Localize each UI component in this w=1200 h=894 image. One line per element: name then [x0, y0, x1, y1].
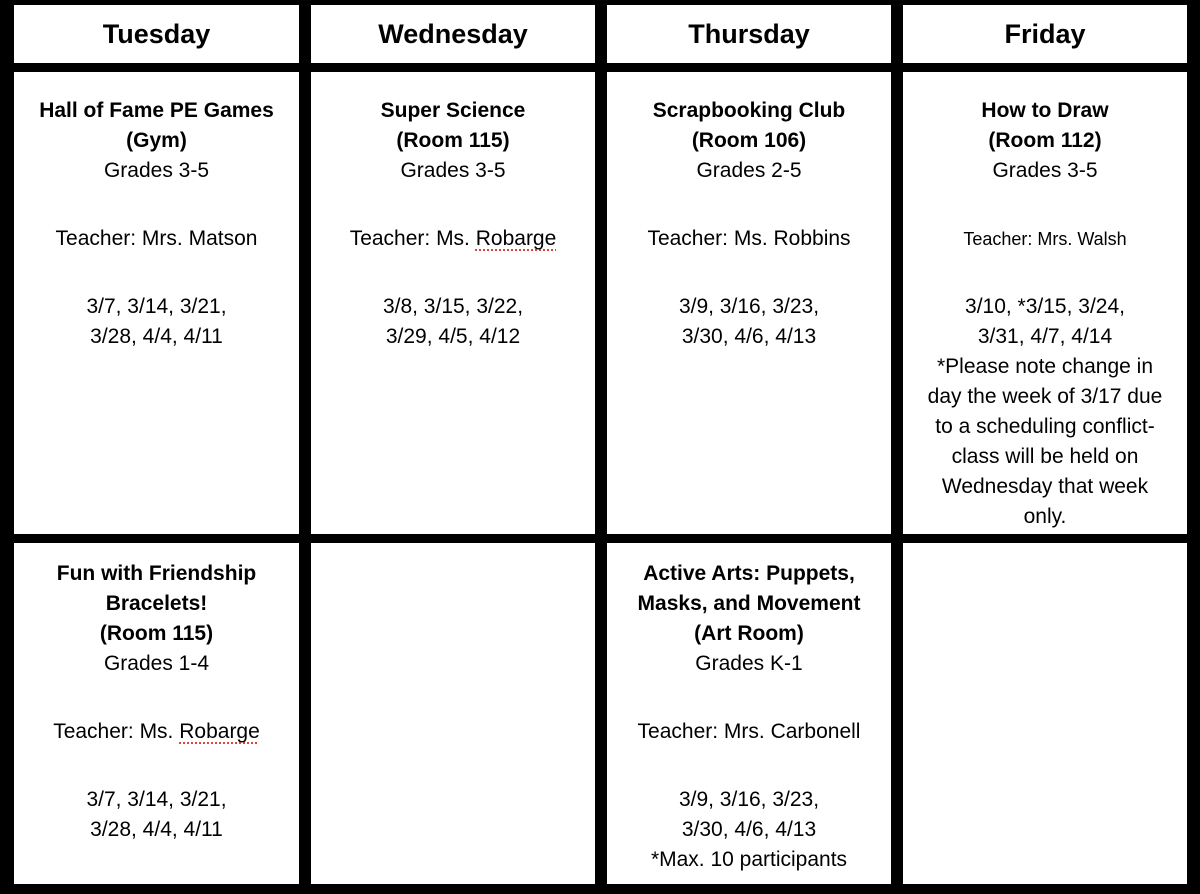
class-note: *Please note change in — [937, 355, 1153, 378]
class-grades: Grades 3-5 — [992, 159, 1098, 182]
header-thursday: Thursday — [607, 5, 891, 63]
class-title: Active Arts: Puppets, — [643, 562, 855, 585]
class-note: class will be held on — [951, 445, 1139, 468]
class-title: How to Draw — [981, 99, 1109, 122]
class-dates: 3/9, 3/16, 3/23, — [678, 295, 820, 318]
teacher-name: Robarge — [179, 720, 260, 743]
class-room: (Art Room) — [694, 622, 804, 645]
class-note: Wednesday that week — [941, 475, 1149, 498]
teacher-prefix: Teacher: Ms. — [53, 720, 180, 743]
class-dates: 3/7, 3/14, 3/21, — [86, 788, 227, 811]
class-dates: 3/31, 4/7, 4/14 — [977, 325, 1113, 348]
class-dates: 3/28, 4/4, 4/11 — [90, 818, 223, 841]
class-title: Hall of Fame PE Games — [39, 99, 274, 122]
class-grades: Grades 3-5 — [103, 159, 210, 182]
class-grades: Grades 1-4 — [103, 652, 210, 675]
class-room: (Room 112) — [988, 129, 1102, 152]
class-title: Fun with Friendship — [56, 562, 257, 585]
class-title: Super Science — [380, 99, 526, 122]
class-cell-friday-2 — [903, 543, 1187, 884]
class-teacher — [311, 224, 595, 254]
header-tuesday: Tuesday — [14, 5, 299, 63]
class-cell-thursday-2 — [607, 543, 891, 884]
class-teacher: Teacher: Mrs. Carbonell — [637, 720, 861, 743]
class-teacher: Teacher: Mrs. Matson — [55, 227, 258, 250]
class-room: (Gym) — [126, 129, 187, 152]
class-teacher: Teacher: Mrs. Walsh — [963, 229, 1127, 249]
class-dates: 3/9, 3/16, 3/23, — [678, 788, 820, 811]
class-cell-friday-1 — [903, 72, 1187, 534]
class-note: *Max. 10 participants — [650, 848, 848, 871]
class-dates: 3/29, 4/5, 4/12 — [385, 325, 521, 348]
class-grades: Grades 2-5 — [696, 159, 802, 182]
class-dates: 3/28, 4/4, 4/11 — [90, 325, 223, 348]
class-grades: Grades K-1 — [695, 652, 803, 675]
class-dates: 3/7, 3/14, 3/21, — [86, 295, 227, 318]
class-room: (Room 115) — [396, 129, 510, 152]
class-teacher: Teacher: Ms. Robbins — [647, 227, 851, 250]
class-dates: 3/30, 4/6, 4/13 — [681, 818, 817, 841]
class-title: Masks, and Movement — [637, 592, 861, 615]
class-note: to a scheduling conflict- — [935, 415, 1155, 438]
class-grades: Grades 3-5 — [400, 159, 506, 182]
header-wednesday: Wednesday — [311, 5, 595, 63]
class-dates: 3/10, *3/15, 3/24, — [965, 295, 1125, 318]
class-room: (Room 106) — [691, 129, 807, 152]
class-cell-thursday-1 — [607, 72, 891, 534]
class-cell-wednesday-1 — [311, 72, 595, 534]
class-dates: 3/30, 4/6, 4/13 — [681, 325, 817, 348]
class-title: Bracelets! — [105, 592, 208, 615]
class-cell-tuesday-1 — [14, 72, 299, 534]
teacher-prefix: Teacher: Ms. — [349, 227, 476, 250]
class-teacher — [14, 717, 299, 747]
class-room: (Room 115) — [99, 622, 214, 645]
teacher-name: Robarge — [475, 227, 557, 250]
class-cell-tuesday-2 — [14, 543, 299, 884]
class-title: Scrapbooking Club — [652, 99, 846, 122]
class-note: only. — [1023, 505, 1067, 528]
header-friday: Friday — [903, 5, 1187, 63]
class-note: day the week of 3/17 due — [927, 385, 1163, 408]
class-cell-wednesday-2 — [311, 543, 595, 884]
class-dates: 3/8, 3/15, 3/22, — [382, 295, 524, 318]
